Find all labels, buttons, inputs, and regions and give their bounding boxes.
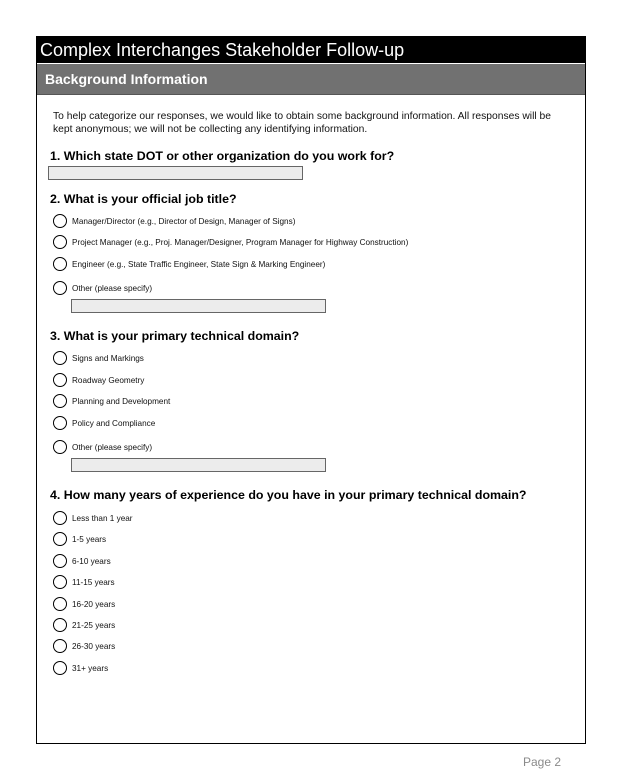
- experience-option-21-25[interactable]: [53, 617, 115, 633]
- option-label: 16-20 years: [72, 599, 116, 609]
- option-label: Less than 1 year: [72, 513, 133, 523]
- job-title-option-other[interactable]: [53, 280, 152, 296]
- option-label: 31+ years: [72, 663, 109, 673]
- radio-button[interactable]: [53, 281, 67, 295]
- experience-option-31-plus[interactable]: [53, 660, 108, 676]
- job-title-option-project-manager[interactable]: [53, 234, 408, 250]
- question-3-title: 3. What is your primary technical domain?: [50, 329, 300, 343]
- radio-button[interactable]: [53, 394, 67, 408]
- radio-button[interactable]: [53, 575, 67, 589]
- radio-button[interactable]: [53, 214, 67, 228]
- intro-text: To help categorize our responses, we would like to obtain some background information. All responses will be kept anonymous; we will not be collecting any identifying information.: [53, 111, 551, 135]
- experience-option-11-15[interactable]: [53, 574, 115, 590]
- option-label: Manager/Director (e.g., Director of Design, Manager of Signs): [72, 216, 296, 226]
- experience-option-1-5[interactable]: [53, 531, 106, 547]
- option-label: Other (please specify): [72, 442, 153, 452]
- radio-button[interactable]: [53, 661, 67, 675]
- section-header: Background Information: [37, 64, 585, 95]
- option-label: Engineer (e.g., State Traffic Engineer, State Sign & Marking Engineer): [72, 259, 326, 269]
- job-title-other-input[interactable]: [71, 299, 326, 313]
- survey-title: Complex Interchanges Stakeholder Follow-up: [37, 37, 585, 63]
- option-label: 11-15 years: [72, 577, 115, 587]
- option-label: Policy and Compliance: [72, 418, 156, 428]
- radio-button[interactable]: [53, 511, 67, 525]
- experience-option-16-20[interactable]: [53, 596, 115, 612]
- radio-button[interactable]: [53, 639, 67, 653]
- radio-button[interactable]: [53, 235, 67, 249]
- option-label: Roadway Geometry: [72, 375, 145, 385]
- option-label: 1-5 years: [72, 534, 107, 544]
- domain-option-signs[interactable]: [53, 350, 144, 366]
- option-label: Project Manager (e.g., Proj. Manager/Designer, Program Manager for Highway Construction): [72, 237, 409, 247]
- option-label: 21-25 years: [72, 620, 116, 630]
- experience-option-less-than-1[interactable]: [53, 510, 133, 526]
- domain-option-planning[interactable]: [53, 393, 170, 409]
- radio-button[interactable]: [53, 597, 67, 611]
- job-title-option-engineer[interactable]: [53, 256, 325, 272]
- question-2-title: 2. What is your official job title?: [50, 192, 237, 206]
- question-4-title: 4. How many years of experience do you have in your primary technical domain?: [50, 488, 527, 502]
- radio-button[interactable]: [53, 351, 67, 365]
- radio-button[interactable]: [53, 257, 67, 271]
- domain-other-input[interactable]: [71, 458, 326, 472]
- organization-input[interactable]: [48, 166, 303, 180]
- radio-button[interactable]: [53, 416, 67, 430]
- job-title-option-manager[interactable]: [53, 213, 295, 229]
- radio-button[interactable]: [53, 532, 67, 546]
- option-label: 6-10 years: [72, 556, 111, 566]
- option-label: Other (please specify): [72, 283, 153, 293]
- radio-button[interactable]: [53, 440, 67, 454]
- option-label: Signs and Markings: [72, 353, 144, 363]
- domain-option-other[interactable]: [53, 439, 152, 455]
- experience-option-6-10[interactable]: [53, 553, 111, 569]
- question-1-title: 1. Which state DOT or other organization do you work for?: [50, 149, 395, 163]
- domain-option-geometry[interactable]: [53, 372, 144, 388]
- page-number: Page 2: [523, 755, 562, 769]
- domain-option-policy[interactable]: [53, 415, 155, 431]
- option-label: Planning and Development: [72, 396, 171, 406]
- experience-option-26-30[interactable]: [53, 638, 115, 654]
- survey-page: [36, 36, 586, 744]
- radio-button[interactable]: [53, 373, 67, 387]
- option-label: 26-30 years: [72, 641, 116, 651]
- radio-button[interactable]: [53, 554, 67, 568]
- radio-button[interactable]: [53, 618, 67, 632]
